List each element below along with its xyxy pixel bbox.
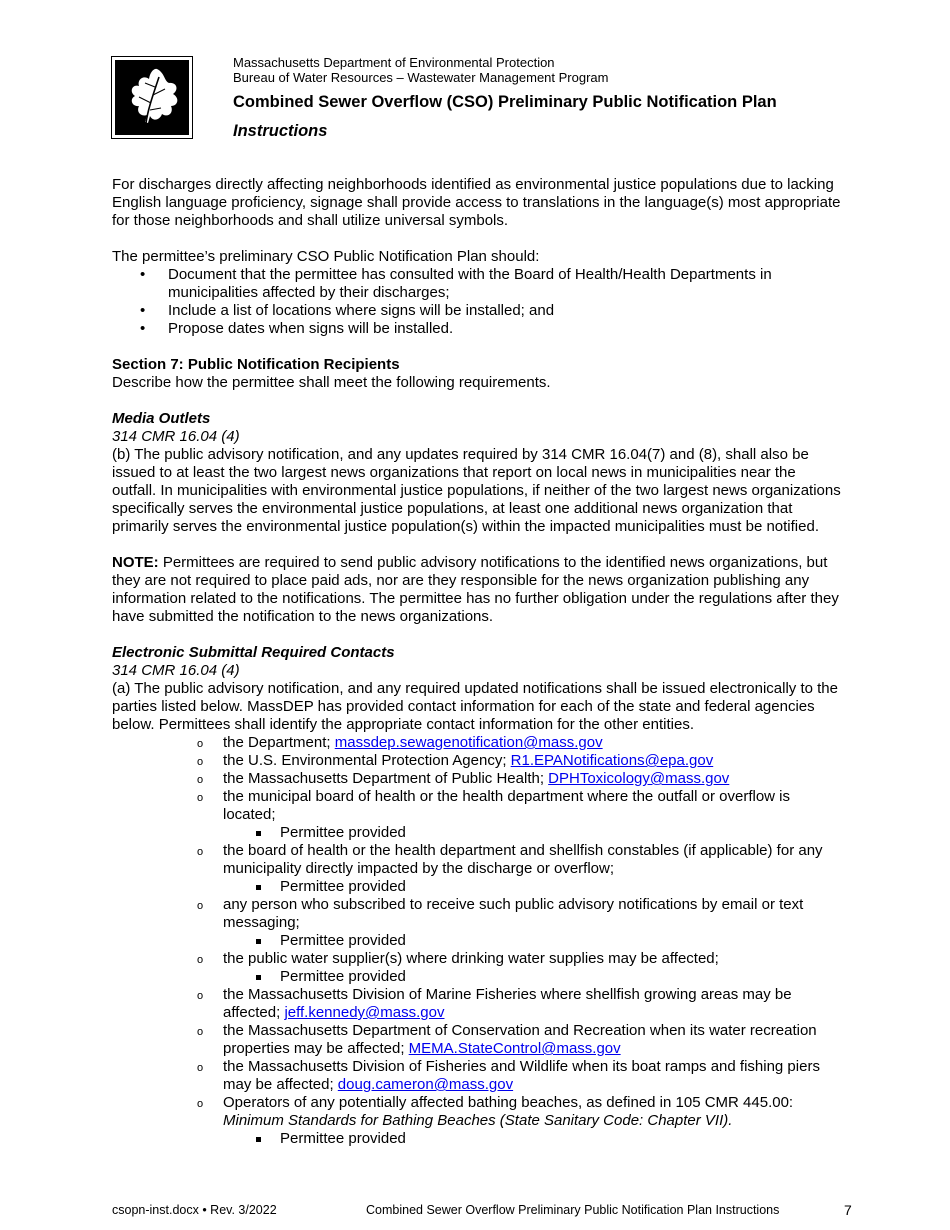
oak-leaf-icon	[117, 63, 187, 133]
contact-item: o the Massachusetts Division of Fisheries and Wildlife when its boat ramps and fishing piers may be affected; doug.cameron@mass.gov	[197, 1058, 842, 1094]
note-label: NOTE:	[112, 554, 159, 571]
contact-item: o the Department; massdep.sewagenotification@mass.gov	[197, 734, 842, 752]
page-number: 7	[844, 1202, 852, 1218]
note-paragraph	[112, 554, 842, 626]
contact-item: o Operators of any potentially affected bathing beaches, as defined in 105 CMR 445.00: Minimum Standards for Bathing Beaches (State Sanitary Code: Chapter VII). Permittee provided	[197, 1094, 842, 1148]
section7-text: Describe how the permittee shall meet the following requirements.	[112, 374, 551, 391]
note-text: Permittees are required to send public advisory notifications to the identified news organizations, but they are not required to place paid ads, nor are they responsible for the news organization publishing any information related to the notifications. The permittee has no further obligation under the regulations after they have submitted the notification to the news organizations.	[112, 554, 839, 625]
media-text: (b) The public advisory notification, and any updates required by 314 CMR 16.04(7) and (8), shall also be issued to at least the two largest news organizations that report on local news in municipalities near the outfall. In municipalities with environmental justice populations, if neither of the two largest news organizations specifically serves the environmental justice populations, at least one additional news organization that primarily serves the environmental justice population(s) within the impacted municipalities must be notified.	[112, 446, 841, 535]
contacts-list	[197, 734, 842, 1148]
document-body	[112, 176, 842, 1148]
contact-item: o the U.S. Environmental Protection Agency; R1.EPANotifications@epa.gov	[197, 752, 842, 770]
media-heading: Media Outlets	[112, 410, 211, 427]
contact-item: o the Massachusetts Division of Marine Fisheries where shellfish growing areas may be affected; jeff.kennedy@mass.gov	[197, 986, 842, 1022]
contact-item: o any person who subscribed to receive such public advisory notifications by email or text messaging; Permittee provided	[197, 896, 842, 950]
electronic-text: (a) The public advisory notification, and any required updated notifications shall be issued electronically to the parties listed below. MassDEP has provided contact information for each of the state and federal agencies below. Permittees shall identify the appropriate contact information for the other entities.	[112, 680, 838, 733]
sub-item: Permittee provided	[253, 824, 842, 842]
email-link[interactable]: DPHToxicology@mass.gov	[548, 770, 730, 787]
massdep-logo	[111, 56, 193, 139]
electronic-citation: 314 CMR 16.04 (4)	[112, 662, 240, 679]
plan-list	[112, 266, 842, 338]
sub-item: Permittee provided	[253, 878, 842, 896]
email-link[interactable]: massdep.sewagenotification@mass.gov	[334, 734, 603, 751]
email-link[interactable]: jeff.kennedy@mass.gov	[284, 1004, 445, 1021]
contact-item: o the board of health or the health department and shellfish constables (if applicable) for any municipality directly impacted by the discharge or overflow; Permittee provided	[197, 842, 842, 896]
sub-item: Permittee provided	[253, 968, 842, 986]
list-item: • Propose dates when signs will be installed.	[112, 320, 842, 338]
media-citation: 314 CMR 16.04 (4)	[112, 428, 240, 445]
plan-lead: The permittee’s preliminary CSO Public Notification Plan should:	[112, 248, 540, 265]
document-title: Combined Sewer Overflow (CSO) Preliminary Public Notification Plan	[233, 93, 777, 111]
intro-paragraph: For discharges directly affecting neighborhoods identified as environmental justice populations due to lacking English language proficiency, signage shall provide access to translations in the language(s) most appropriate for those neighborhoods and shall utilize universal symbols.	[112, 176, 841, 229]
electronic-heading: Electronic Submittal Required Contacts	[112, 644, 395, 661]
email-link[interactable]: doug.cameron@mass.gov	[337, 1076, 514, 1093]
footer-title: Combined Sewer Overflow Preliminary Public Notification Plan Instructions	[366, 1203, 780, 1217]
sub-item: Permittee provided	[253, 932, 842, 950]
contact-item: o the Massachusetts Department of Public Health; DPHToxicology@mass.gov	[197, 770, 842, 788]
list-item: • Include a list of locations where signs will be installed; and	[112, 302, 842, 320]
email-link[interactable]: MEMA.StateControl@mass.gov	[408, 1040, 621, 1057]
document-header	[233, 55, 777, 141]
contact-item: o the municipal board of health or the health department where the outfall or overflow is located; Permittee provided	[197, 788, 842, 842]
list-item: • Document that the permittee has consulted with the Board of Health/Health Departments in municipalities affected by their discharges;	[112, 266, 842, 302]
contact-item: o the Massachusetts Department of Conservation and Recreation when its water recreation properties may be affected; MEMA.StateControl@mass.gov	[197, 1022, 842, 1058]
sub-item: Permittee provided	[253, 1130, 842, 1148]
section7-heading: Section 7: Public Notification Recipients	[112, 356, 400, 373]
header-org: Massachusetts Department of Environmental Protection	[233, 55, 555, 70]
document-subtitle: Instructions	[233, 122, 328, 140]
email-link[interactable]: R1.EPANotifications@epa.gov	[510, 752, 714, 769]
contact-item: o the public water supplier(s) where drinking water supplies may be affected; Permittee provided	[197, 950, 842, 986]
header-bureau: Bureau of Water Resources – Wastewater Management Program	[233, 70, 609, 85]
footer-file: csopn-inst.docx • Rev. 3/2022	[112, 1203, 277, 1217]
